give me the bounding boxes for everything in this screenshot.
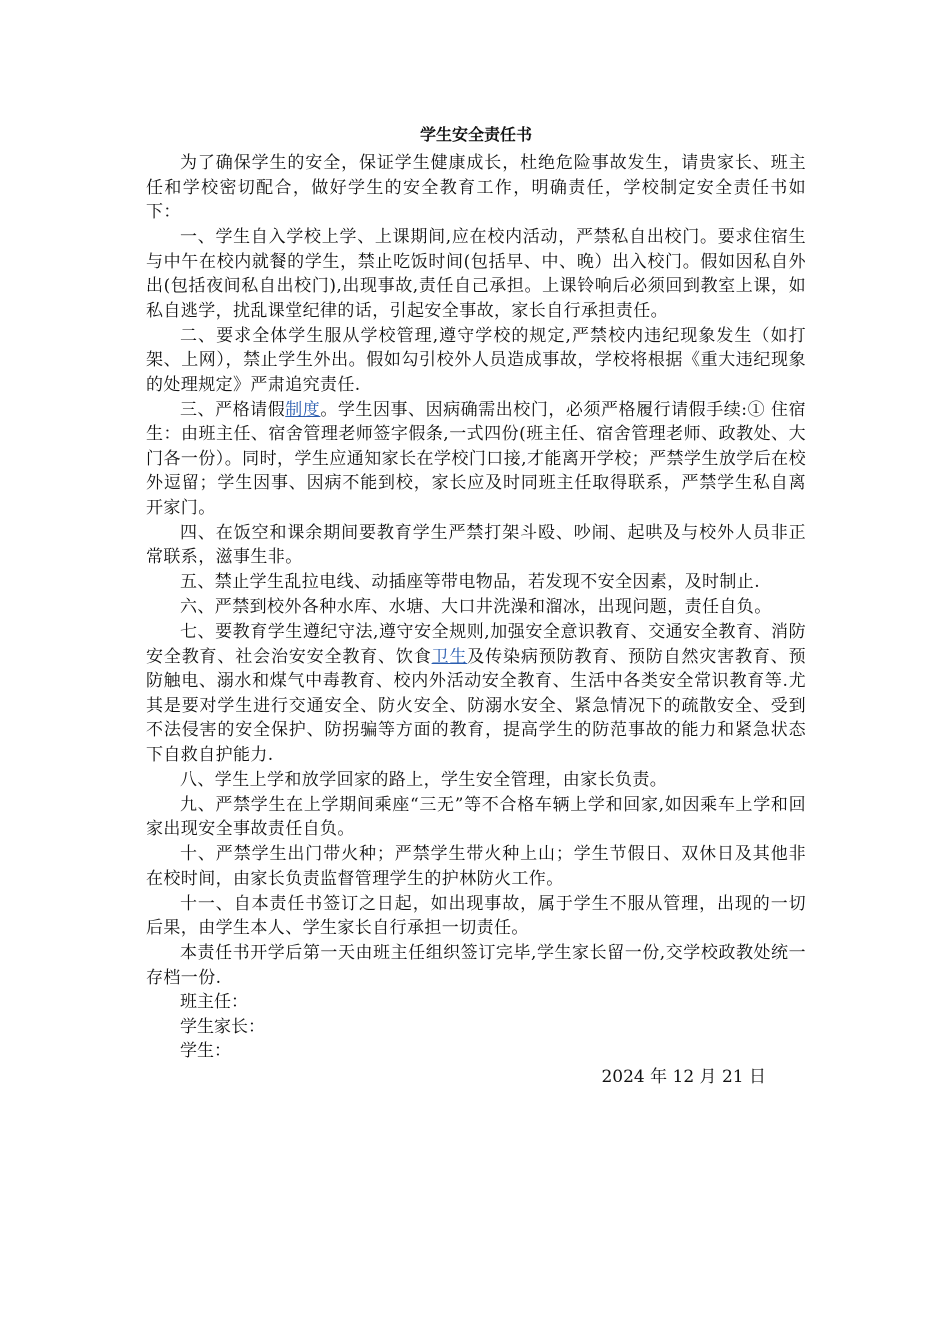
clause-7	[146, 620, 806, 767]
clause-11: 十一、自本责任书签订之日起，如出现事故，属于学生不服从管理，出现的一切后果，由学生本人、学生家长自行承担一切责任。	[146, 893, 806, 938]
clause-1: 一、学生自入学校上学、上课期间,应在校内活动，严禁私自出校门。要求住宿生与中午在校内就餐的学生，禁止吃饭时间(包括早、中、晚）出入校门。假如因私自外出(包括夜间私自出校门),出现事故,责任自己承担。上课铃响后必须回到教室上课，如私自逃学，扰乱课堂纪律的话，引起安全事故，家长自行承担责任。	[146, 227, 806, 321]
signature-block	[146, 990, 806, 1064]
clause-4: 四、在饭空和课余期间要教育学生严禁打架斗殴、吵闹、起哄及与校外人员非正常联系，滋事生非。	[146, 522, 806, 567]
clause-2: 二、要求全体学生服从学校管理,遵守学校的规定,严禁校内违纪现象发生（如打架、上网），禁止学生外出。假如勾引校外人员造成事故，学校将根据《重大违纪现象的处理规定》严肃追究责任.	[146, 325, 806, 395]
clause-3-text-start: 三、严格请假	[180, 399, 286, 420]
signature-parent: 学生家长：	[180, 1016, 265, 1037]
link-zhidu[interactable]: 制度	[285, 399, 321, 420]
clause-9: 九、严禁学生在上学期间乘座“三无”等不合格车辆上学和回家,如因乘车上学和回家出现安全事故责任自负。	[146, 794, 806, 839]
link-weisheng[interactable]: 卫生	[431, 646, 468, 667]
intro-paragraph: 为了确保学生的安全，保证学生健康成长，杜绝危险事故发生，请贵家长、班主任和学校密切配合，做好学生的安全教育工作，明确责任，学校制定安全责任书如下：	[146, 153, 806, 222]
signature-teacher: 班主任：	[180, 992, 248, 1012]
clause-6: 六、严禁到校外各种水库、水塘、大口井洗澡和溜冰，出现问题，责任自负。	[180, 597, 772, 617]
document-date: 2024 年 12 月 21 日	[601, 1066, 766, 1087]
clause-7-text-start: 七、要教育学生遵纪守法,遵守安全规则,加强安全意识教育、交通安全教育、消防安全教育、社会治安安全教育、饮食	[146, 622, 806, 667]
document-title: 学生安全责任书	[419, 125, 532, 144]
clause-7-text-end: 及传染病预防教育、预防自然灾害教育、预防触电、溺水和煤气中毒教育、校内外活动安全教育、生活中各类安全常识教育等.尤其是要对学生进行交通安全、防火安全、防溺水安全、紧急情况下的疏散安全、受到不法侵害的安全保护、防拐骗等方面的教育，提高学生的防范事故的能力和紧急状态下自救自护能力.	[146, 646, 806, 765]
clause-3-text-end: 。学生因事、因病确需出校门，必须严格履行请假手续:① 住宿生：由班主任、宿舍管理老师签字假条,一式四份(班主任、宿舍管理老师、政教处、大门各一份）。同时，学生应通知家长在学校门口接,才能离开学校；严禁学生放学后在校外逗留；学生因事、因病不能到校，家长应及时同班主任取得联系，严禁学生私自离开家门。	[146, 399, 806, 518]
document-page	[146, 121, 806, 1090]
closing-paragraph: 本责任书开学后第一天由班主任组织签订完毕,学生家长留一份,交学校政教处统一存档一份.	[146, 943, 806, 988]
clause-3	[146, 398, 806, 521]
clause-10: 十、严禁学生出门带火种；严禁学生带火种上山；学生节假日、双休日及其他非在校时间，由家长负责监督管理学生的护林防火工作。	[146, 844, 806, 889]
signature-student: 学生：	[180, 1041, 231, 1061]
clause-8: 八、学生上学和放学回家的路上，学生安全管理，由家长负责。	[180, 769, 668, 790]
clause-5: 五、禁止学生乱拉电线、动插座等带电物品，若发现不安全因素，及时制止.	[180, 572, 761, 592]
